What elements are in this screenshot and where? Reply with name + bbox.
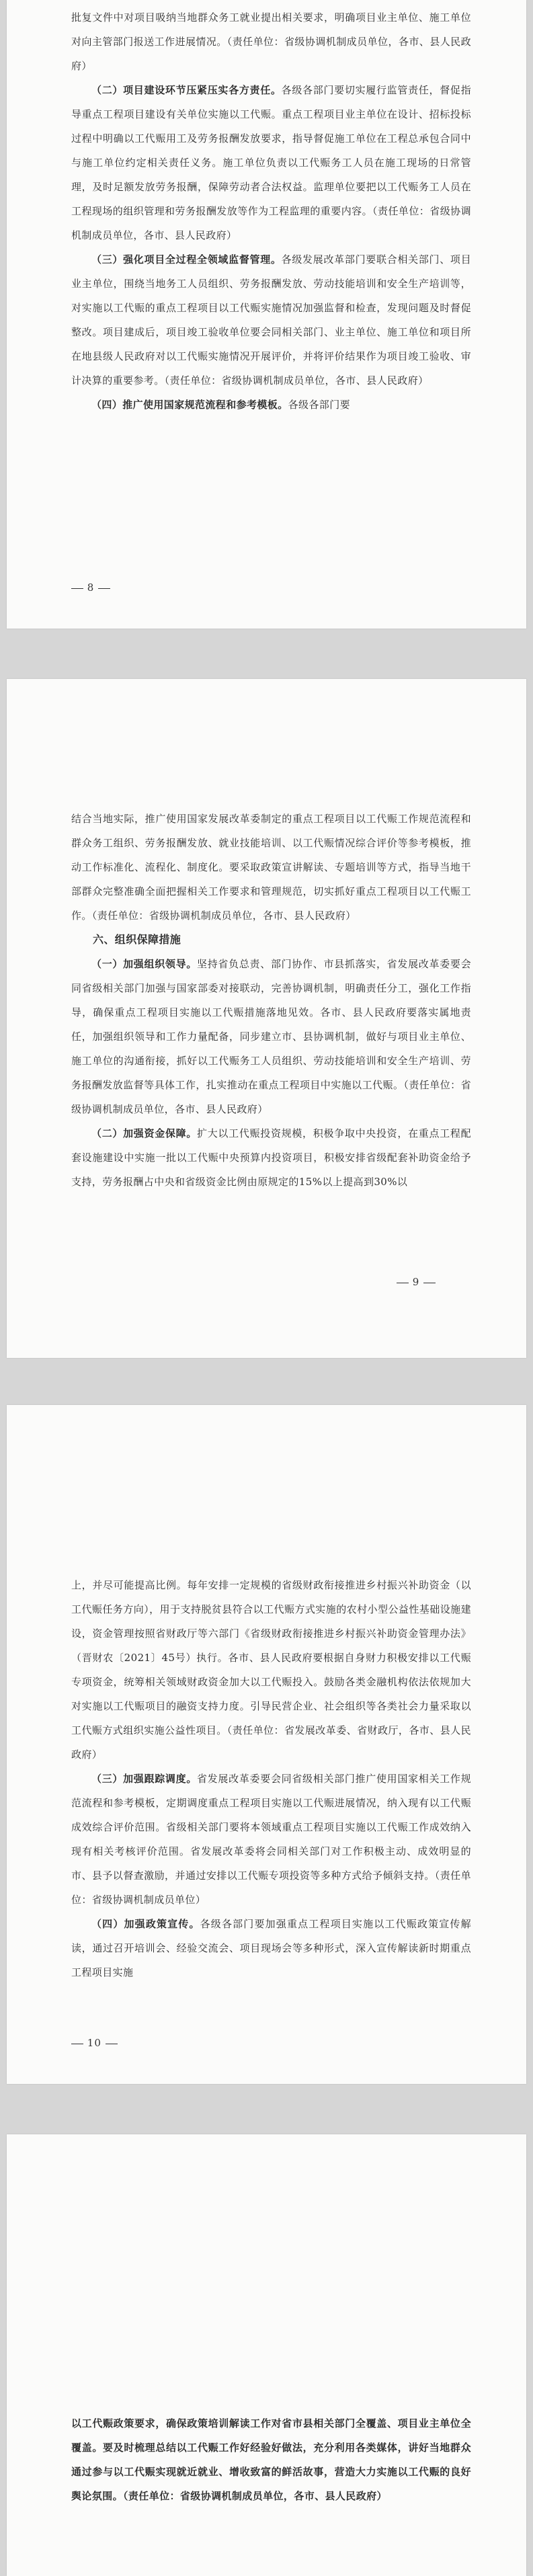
paragraph: （四）加强政策宣传。各级各部门要加强重点工程项目实施以工代赈政策宣传解读，通过召开培训会、经验交流会、项目现场会等多种形式，深入宣传解读新时期重点工程项目实施 [71,1918,471,1978]
page-number: 10 [71,2037,118,2049]
section-lead: （四）加强政策宣传。 [91,1918,200,1930]
paragraph: （一）加强组织领导。坚持省负总责、部门协作、市县抓落实，省发展改革委要会同省级相关部门加强与国家部委对接联动，完善协调机制，明确责任分工，强化工作指导，确保重点工程项目实施以工代赈措施落地见效。各市、县人民政府要落实属地责任，加强组织领导和工作力量配备，同步建立市、县协调机制，做好与项目业主单位、施工单位的沟通衔接，抓好以工代赈务工人员组织、劳动技能培训和安全生产培训、劳务报酬发放监督等具体工作，扎实推动在重点工程项目中实施以工代赈。（责任单位：省级协调机制成员单位，各市、县人民政府） [71,958,471,1115]
document-page [7,1405,526,2084]
section-heading: 六、组织保障措施 [93,933,181,946]
paragraph: （三）强化项目全过程全领域监督管理。各级发展改革部门要联合相关部门、项目业主单位，围绕当地务工人员组织、劳务报酬发放、劳动技能培训和安全生产培训等，对实施以工代赈的重点工程项目以工代赈实施情况加强监督和检查，发现问题及时督促整改。项目建成后，项目竣工验收单位要会同相关部门、业主单位、施工单位和项目所在地县级人民政府对以工代赈实施情况开展评价，并将评价结果作为项目竣工验收、审计决算的重要参考。（责任单位：省级协调机制成员单位，各市、县人民政府） [71,253,472,387]
page-body [71,1573,471,1984]
page-body [71,807,471,1194]
document-page [7,0,526,629]
paragraph: 以工代赈政策要求，确保政策培训解读工作对省市县相关部门全覆盖、项目业主单位全覆盖。要及时梳理总结以工代赈工作好经验好做法，充分利用各类媒体，讲好当地群众通过参与以工代赈实现就近就业、增收致富的鲜活故事，营造大力实施以工代赈的良好舆论氛围。（责任单位：省级协调机制成员单位，各市、县人民政府） [71,2417,471,2502]
section-lead: （二）加强资金保障。 [91,1127,198,1139]
section-lead: （二）项目建设环节压紧压实各方责任。 [91,84,282,96]
paragraph: （四）推广使用国家规范流程和参考模板。各级各部门要 [91,399,351,411]
section-lead: （三）强化项目全过程全领域监督管理。 [91,253,282,266]
page-body [71,2411,471,2508]
section-lead: （一）加强组织领导。 [91,958,198,970]
paragraph: 上，并尽可能提高比例。每年安排一定规模的省级财政衔接推进乡村振兴补助资金（以工代赈任务方向），用于支持脱贫县符合以工代赈方式实施的农村小型公益性基础设施建设，资金管理按照省财政厅等六部门《省级财政衔接推进乡村振兴补助资金管理办法》（晋财农〔2021〕45号）执行。各市、县人民政府要根据自身财力积极安排以工代赈专项资金，统筹相关领域财政资金加大以工代赈投入。鼓励各类金融机构依法依规加大对实施以工代赈项目的融资支持力度。引导民营企业、社会组织等各类社会力量采取以工代赈方式组织实施公益性项目。（责任单位：省发展改革委、省财政厅，各市、县人民政府） [71,1579,471,1761]
document-page [7,2134,526,2576]
document-page [7,679,526,1358]
section-lead: （四）推广使用国家规范流程和参考模板。 [91,399,288,411]
paragraph: 结合当地实际，推广使用国家发展改革委制定的重点工程项目以工代赈工作规范流程和群众务工组织、劳务报酬发放、就业技能培训、以工代赈情况综合评价等参考模板，推动工作标准化、流程化、制度化。要采取政策宣讲解读、专题培训等方式，指导当地干部群众完整准确全面把握相关工作要求和管理规范，切实抓好重点工程项目以工代赈工作。（责任单位：省级协调机制成员单位，各市、县人民政府） [71,813,471,922]
paragraph: 批复文件中对项目吸纳当地群众务工就业提出相关要求，明确项目业主单位、施工单位对向主管部门报送工作进展情况。（责任单位：省级协调机制成员单位，各市、县人民政府） [71,11,471,72]
paragraph: （三）加强跟踪调度。省发展改革委要会同省级相关部门推广使用国家相关工作规范流程和参考模板，定期调度重点工程项目实施以工代赈进展情况，纳入现有以工代赈成效综合评价范围。省级相关部门要将本领域重点工程项目实施以工代赈工作成效纳入现有相关考核评价范围。省发展改革委将会同相关部门对工作积极主动、成效明显的市、县予以督查激励，并通过安排以工代赈专项投资等多种方式给予倾斜支持。（责任单位：省级协调机制成员单位） [71,1773,471,1906]
page-number: 9 [397,1276,436,1288]
section-lead: （三）加强跟踪调度。 [91,1773,198,1785]
page-body [71,5,471,417]
paragraph: （二）项目建设环节压紧压实各方责任。各级各部门要切实履行监管责任，督促指导重点工程项目建设有关单位实施以工代赈。重点工程项目业主单位在设计、招标投标过程中明确以工代赈用工及劳务报酬发放要求，指导督促施工单位在工程总承包合同中与施工单位约定相关责任义务。施工单位负责以工代赈务工人员在施工现场的日常管理，及时足额发放劳务报酬，保障劳动者合法权益。监理单位要把以工代赈务工人员在工程现场的组织管理和劳务报酬发放等作为工程监理的重要内容。（责任单位：省级协调机制成员单位，各市、县人民政府） [71,84,472,241]
page-number: 8 [71,581,110,594]
paragraph: （二）加强资金保障。扩大以工代赈投资规模，积极争取中央投资，在重点工程配套设施建设中实施一批以工代赈中央预算内投资项目，积极安排省级配套补助资金给予支持，劳务报酬占中央和省级资金比例由原规定的15%以上提高到30%以 [71,1127,471,1188]
